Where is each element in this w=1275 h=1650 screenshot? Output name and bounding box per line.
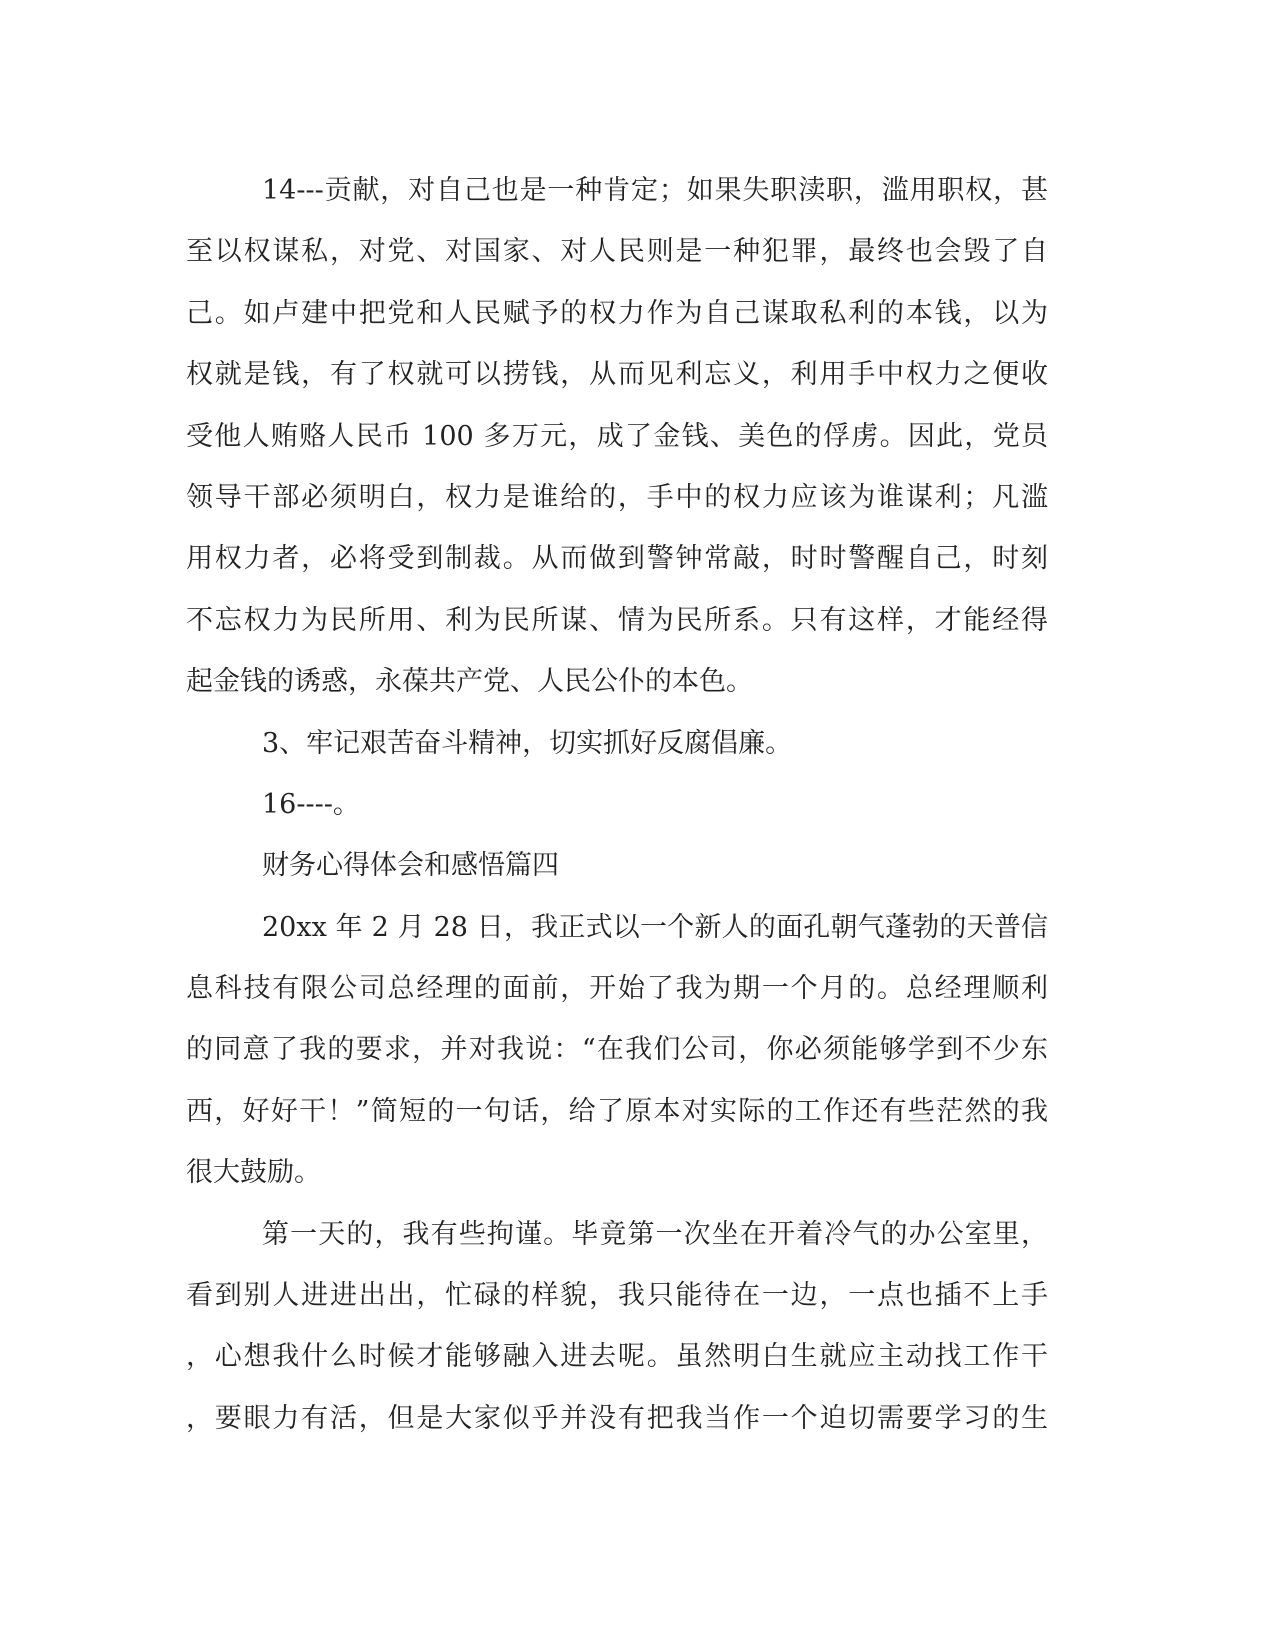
paragraph-line: 不忘权力为民所用、利为民所谋、情为民所系。只有这样，才能经得: [186, 604, 1048, 636]
paragraph-line: 息科技有限公司总经理的面前，开始了我为期一个月的。总经理顺利: [186, 973, 1048, 1005]
paragraph-line: 16----。: [262, 788, 360, 820]
paragraph-line: 权就是钱，有了权就可以捞钱，从而见利忘义，利用手中权力之便收: [186, 359, 1048, 391]
paragraph-line: 的同意了我的要求，并对我说：“在我们公司，你必须能够学到不少东: [186, 1034, 1048, 1066]
paragraph-line: ，要眼力有活，但是大家似乎并没有把我当作一个迫切需要学习的生: [186, 1402, 1048, 1434]
paragraph-line: 14---贡献，对自己也是一种肯定；如果失职渎职，滥用职权，甚: [262, 175, 1048, 206]
paragraph-line: 受他人贿赂人民币 100 多万元，成了金钱、美色的俘虏。因此，党员: [186, 420, 1048, 452]
paragraph-line: 第一天的，我有些拘谨。毕竟第一次坐在开着冷气的办公室里，: [262, 1218, 1048, 1250]
paragraph-line: 起金钱的诱惑，永葆共产党、人民公仆的本色。: [186, 666, 753, 698]
paragraph-line: 领导干部必须明白，权力是谁给的，手中的权力应该为谁谋利；凡滥: [186, 481, 1048, 513]
paragraph-line: 西，好好干！”简短的一句话，给了原本对实际的工作还有些茫然的我: [186, 1095, 1048, 1127]
paragraph-line: 20xx 年 2 月 28 日，我正式以一个新人的面孔朝气蓬勃的天普信: [262, 911, 1048, 943]
paragraph-line: 很大鼓励。: [186, 1157, 321, 1189]
paragraph-line: 用权力者，必将受到制裁。从而做到警钟常敲，时时警醒自己，时刻: [186, 543, 1048, 575]
paragraph-line: ，心想我什么时候才能够融入进去呢。虽然明白生就应主动找工作干: [186, 1341, 1048, 1373]
paragraph-line: 看到别人进进出出，忙碌的样貌，我只能待在一边，一点也插不上手: [186, 1280, 1048, 1312]
article-title: 财务心得体会和感悟篇四: [262, 850, 559, 882]
section-heading: 3、牢记艰苦奋斗精神，切实抓好反腐倡廉。: [262, 727, 793, 759]
document-body: [186, 160, 1048, 1449]
paragraph-line: 己。如卢建中把党和人民赋予的权力作为自己谋取私利的本钱，以为: [186, 297, 1048, 329]
paragraph-line: 至以权谋私，对党、对国家、对人民则是一种犯罪，最终也会毁了自: [186, 236, 1048, 268]
